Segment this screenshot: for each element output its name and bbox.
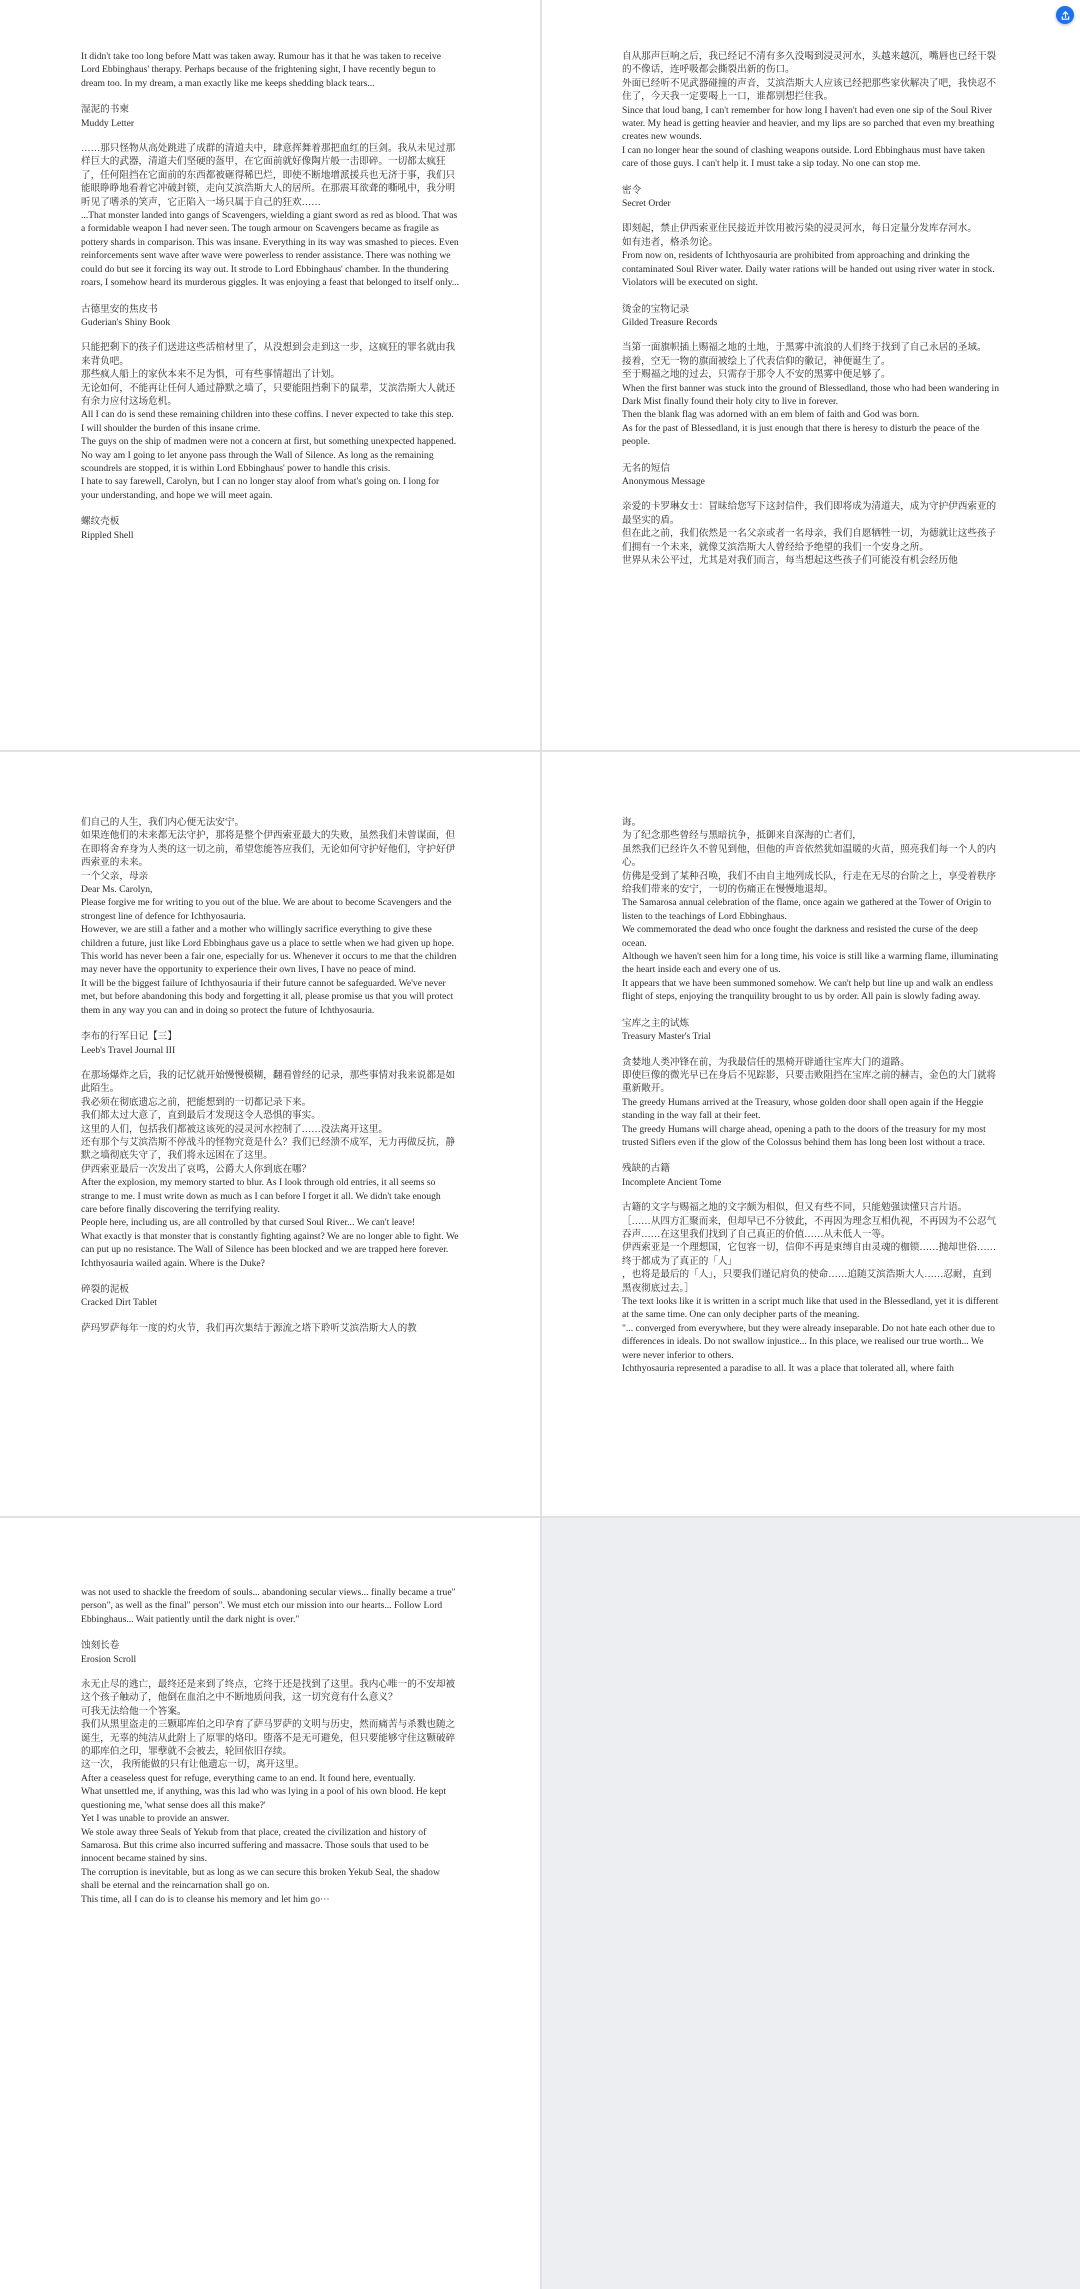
paragraph: 这里的人们，包括我们都被这该死的浸灵河水控制了……没法离开这里。 bbox=[81, 1123, 388, 1135]
paragraph: After the explosion, my memory started to blur. As I look through old entries, it all seems so strange to me. I must write down as much as I can before I forget it all. We didn't take enough care before finally discovering the terrifying reality. bbox=[81, 1177, 441, 1215]
paragraph: The guys on the ship of madmen were not a concern at first, but something unexpected happened. bbox=[81, 436, 457, 448]
paragraph: 即使巨像的微光早已在身后不见踪影，只要击败阻挡在宝库之前的赫吉，金色的大门就将重新敞开。 bbox=[622, 1069, 997, 1095]
paragraph: When the first banner was stuck into the ground of Blessedland, those who had been wandering in Dark Mist finally found their holy city to live in forever. bbox=[622, 382, 999, 407]
page-content bbox=[81, 50, 459, 542]
paragraph: 接着，空无一物的旗面被绘上了代表信仰的徽记，神便诞生了。 bbox=[622, 355, 891, 367]
paragraph: ...That monster landed into gangs of Scavengers, wielding a giant sword as red as blood. That was a formidable weapon I had never seen. The tough armour on Scavengers became as fragile as pottery shards in comparison. This was insane. Everything in its way was smashed to pieces. Even reinforcements sent wave after wave were powerless to render assistance. There was nothing we could do but see it forcing its way out. It strode to Lord Ebbinghaus' chamber. In the thundering roars, I somehow heard its murderous giggles. It was enjoying a feast that belonged to itself only... bbox=[81, 210, 459, 289]
paragraph: It didn't take too long before Matt was taken away. Rumour has it that he was taken to receive Lord Ebbinghaus' therapy. Perhaps because of the frightening sight, I have recently begun to dream too. In my dream, a man exactly like me keeps shedding black tears... bbox=[81, 51, 441, 89]
paragraph: This time, all I can do is to cleanse his memory and let him go··· bbox=[81, 1893, 330, 1905]
paragraph: No way am I going to let anyone pass through the Wall of Silence. As long as the remaining scoundrels are stopped, it is within Lord Ebbinghaus' power to handle this crisis. bbox=[81, 449, 434, 474]
paragraph: 亲爱的卡罗琳女士：冒昧给您写下这封信件，我们即将成为清道夫，成为守护伊西索亚的最坚实的盾。 bbox=[622, 501, 997, 526]
paragraph: 外面已经听不见武器碰撞的声音，艾滨浩斯大人应该已经把那些家伙解决了吧，我快忍不住了，今天我一定要喝上一口，谁都别想拦住我。 bbox=[622, 77, 997, 103]
page-4 bbox=[542, 752, 1080, 1516]
document-section bbox=[81, 515, 459, 542]
paragraph: The Samarosa annual celebration of the flame, once again we gathered at the Tower of Origin to listen to the teachings of Lord Ebbinghaus. bbox=[622, 897, 992, 922]
text-block bbox=[622, 50, 1000, 171]
section-title-en: Muddy Letter bbox=[81, 117, 135, 129]
paragraph: Ichthyosauria wailed again. Where is the Duke? bbox=[81, 1257, 265, 1269]
paragraph: 可我无法给他一个答案。 bbox=[81, 1705, 187, 1717]
paragraph: What exactly is that monster that is constantly fighting against? We are no longer able to fight. We can put up no resistance. The Wall of Silence has been blocked and we are trapped here forever. bbox=[81, 1230, 459, 1256]
document-section bbox=[622, 1162, 1000, 1375]
section-title-en: Treasury Master's Trial bbox=[622, 1031, 711, 1043]
section-title-zh: 碎裂的泥板 bbox=[81, 1284, 129, 1295]
section-title-zh: 烫金的宝物记录 bbox=[622, 303, 690, 315]
section-title-en: Leeb's Travel Journal III bbox=[81, 1044, 176, 1056]
paragraph: The greedy Humans arrived at the Treasury, whose golden door shall open again if the Heggie standing in the way fall at their feet. bbox=[622, 1096, 984, 1122]
paragraph: 但在此之前，我们依然是一名父亲或者一名母亲，我们自愿牺牲一切，为德就让这些孩子们拥有一个未来，就像艾滨浩斯大人曾经给予绝望的我们一个安身之所。 bbox=[622, 528, 997, 553]
paragraph: 世界从未公平过，尤其是对我们而言，每当想起这些孩子们可能没有机会经历他 bbox=[622, 555, 958, 566]
paragraph: The text looks like it is written in a script much like that used in the Blessedland, yet it is different at the same time. One can only decipher parts of the meaning. bbox=[622, 1296, 999, 1321]
paragraph: 还有那个与艾滨浩斯不停战斗的怪物究竟是什么？我们已经溃不成军，无力再做反抗，静默之墙彻底失守了，我们将永远困在了这里。 bbox=[81, 1136, 456, 1162]
paragraph: 在那场爆炸之后，我的记忆就开始慢慢模糊，翻看曾经的记录，那些事情对我来说都是如此陌生。 bbox=[81, 1069, 456, 1095]
page-content bbox=[81, 1586, 459, 1906]
paragraph: Please forgive me for writing to you out of the blue. We are about to become Scavengers and the strongest line of defence for Ichthyosauria. bbox=[81, 897, 452, 922]
section-title-zh: 宝库之主的试炼 bbox=[622, 1017, 690, 1029]
page-3 bbox=[0, 752, 540, 1516]
paragraph: This world has never been a fair one, especially for us. Whenever it occurs to me that the children may never have the opportunity to experience their own lives, I have no peace of mind. bbox=[81, 951, 457, 976]
paragraph: was not used to shackle the freedom of souls... abandoning secular views... finally became a true" person", as well as the final" person". We must etch our mission into our hearts... Follow Lord Ebbinghaus... Wait patiently until the dark night is over." bbox=[81, 1587, 456, 1625]
paragraph: It appears that we have been summoned somehow. We can't help but line up and walk an endless flight of steps, enjoying the tranquility brought to us by order. All pain is slowly fading away. bbox=[622, 977, 994, 1003]
document-section bbox=[622, 303, 1000, 449]
text-block bbox=[622, 816, 1000, 1004]
page-1 bbox=[0, 0, 540, 750]
paragraph: 永无止尽的逃亡，最终还是来到了终点，它终于还是找到了这里。我内心唯一的不安却被这个孩子触动了，他倒在血泊之中不断地质问我，这一切究竟有什么意义？ bbox=[81, 1679, 456, 1704]
paragraph: 我们都太过大意了，直到最后才发现这令人恐惧的事实。 bbox=[81, 1110, 321, 1122]
paragraph: 伊西索亚最后一次发出了哀鸣，公爵大人你到底在哪？ bbox=[81, 1163, 312, 1175]
share-button[interactable] bbox=[1056, 6, 1074, 24]
paragraph: 我们从黑里盗走的三颗耶库伯之印孕育了萨马罗萨的文明与历史，然而痛苦与杀戮也随之诞生，无辜的纯洁从此附上了原罪的烙印。堕落不是无可避免，但只要能够守住这颗破碎的耶库伯之印，罪孽就不会被去，轮回依旧存续。 bbox=[81, 1719, 456, 1758]
paragraph: Yet I was unable to provide an answer. bbox=[81, 1813, 230, 1825]
document-section bbox=[622, 184, 1000, 290]
paragraph: 这一次， 我所能做的只有让他遗忘一切，离开这里。 bbox=[81, 1759, 305, 1771]
section-title-en: Anonymous Message bbox=[622, 475, 705, 487]
paragraph: 为了纪念那些曾经与黑暗抗争，抵御来自深海的亡者们， bbox=[622, 830, 862, 842]
share-icon bbox=[1060, 10, 1071, 21]
section-title-en: Rippled Shell bbox=[81, 529, 134, 541]
text-block bbox=[81, 50, 459, 90]
paragraph: ［……从四方汇聚而来，但却早已不分彼此，不再因为理念互相仇视，不再因为不公忍气吞声……在这里我们找到了自己真正的价值……从未低人一等。 bbox=[622, 1215, 997, 1240]
section-title-en: Incomplete Ancient Tome bbox=[622, 1176, 722, 1188]
paragraph: Then the blank flag was adorned with an em blem of faith and God was born. bbox=[622, 409, 920, 421]
paragraph: We commemorated the dead who once fought the darkness and resisted the curse of the deep ocean. bbox=[622, 924, 978, 949]
section-title-zh: 湿泥的书柬 bbox=[81, 104, 129, 116]
paragraph: It will be the biggest failure of Ichthyosauria if their future cannot be safeguarded. We've never met, but before abandoning this body and forgetting it all, please promise us that you will protect them in any way you can and in doing so protect the future of Ichthyosauria. bbox=[81, 977, 454, 1016]
paragraph: 如有违者，格杀勿论。 bbox=[622, 236, 718, 248]
paragraph: I can no longer hear the sound of clashing weapons outside. Lord Ebbinghaus must have taken care of those guys. I can't help it. I must take a sip today. No one can stop me. bbox=[622, 144, 985, 170]
paragraph: 萨玛罗萨每年一度的灼火节，我们再次集结于源流之塔下聆听艾滨浩斯大人的教 bbox=[81, 1322, 417, 1334]
paragraph: Violators will be executed on sight. bbox=[622, 277, 758, 289]
paragraph: 伊西索亚是一个理想国，它包容一切，信仰不再是束缚自由灵魂的枷锁……抛却世俗……终于都成为了真正的「人」 bbox=[622, 1242, 997, 1267]
paragraph: 如果连他们的未来都无法守护，那将是整个伊西索亚最大的失败，虽然我们未曾谋面，但在即将舍弃身为人类的这一切之前，希望您能答应我们，无论如何守护好他们，守护好伊西索亚的未来。 bbox=[81, 830, 456, 869]
paragraph: 那些疯人船上的家伙本来不足为惧，可有些事情超出了计划。 bbox=[81, 369, 341, 381]
paragraph: 至于赐福之地的过去，只需存于那令人不安的黑雾中便足够了。 bbox=[622, 369, 891, 381]
page-content bbox=[622, 816, 1000, 1375]
paragraph: We stole away three Seals of Yekub from that place, created the civilization and history of Samarosa. But this crime also incurred suffering and massacre. Those souls that used to be innocent became stained by sins. bbox=[81, 1826, 429, 1865]
paragraph: I hate to say farewell, Carolyn, but I can no longer stay aloof from what's going on. I long for your understanding, and hope we will meet again. bbox=[81, 476, 440, 501]
paragraph: 虽然我们已经许久不曾见到他，但他的声音依然犹如温暖的火苗，照亮我们每一个人的内心。 bbox=[622, 843, 997, 869]
paragraph: The greedy Humans will charge ahead, opening a path to the doors of the treasury for my most trusted Siflers even if the glow of the Colossus behind them has long been lost without a trace. bbox=[622, 1123, 986, 1148]
document-section bbox=[81, 303, 459, 503]
paragraph: 贪婪地人类冲锋在前，为我最信任的黑椅开辟通往宝库大门的道路。 bbox=[622, 1056, 910, 1068]
document-section bbox=[81, 103, 459, 289]
paragraph: "... converged from everywhere, but they were already inseparable. Do not hate each other due to differences in ideals. Do not swallow injustice... In this place, we realised our true worth... We were never inferior to others. bbox=[622, 1322, 995, 1361]
section-title-en: Erosion Scroll bbox=[81, 1653, 137, 1665]
paragraph: 无论如何，不能再让任何人通过静默之墙了，只要能阻挡剩下的鼠辈，艾滨浩斯大人就还有余力应付这场危机。 bbox=[81, 382, 456, 407]
text-block bbox=[81, 816, 459, 1017]
section-title-zh: 李布的行军日记【三】 bbox=[81, 1031, 177, 1043]
section-title-zh: 古德里安的焦皮书 bbox=[81, 303, 158, 315]
section-title-en: Guderian's Shiny Book bbox=[81, 316, 171, 328]
paragraph: 古籍的文字与赐福之地的文字颇为相似，但又有些不同，只能勉强读懂只言片语。 bbox=[622, 1202, 968, 1214]
paragraph: 我必须在彻底遗忘之前，把能想到的一切都记录下来。 bbox=[81, 1096, 312, 1108]
blank-page-area bbox=[542, 1518, 1080, 2289]
document-section bbox=[622, 1017, 1000, 1150]
document-section bbox=[81, 1639, 459, 1906]
paragraph: As for the past of Blessedland, it is just enough that there is heresy to disturb the peace of the people. bbox=[622, 422, 980, 448]
section-title-zh: 残缺的古籍 bbox=[622, 1163, 670, 1175]
paragraph: People here, including us, are all controlled by that cursed Soul River... We can't leave! bbox=[81, 1217, 416, 1229]
document-section bbox=[81, 1283, 459, 1335]
paragraph: ……那只怪物从高处跳进了成群的清道夫中，肆意挥舞着那把血红的巨剑。我从未见过那样巨大的武器，清道夫们坚硬的盔甲，在它面前就好像陶片般一击即碎。一切都太疯狂了，任何阻挡在它面前的东西都被砸得稀巴烂，即使不断地增派援兵也无济于事，我们只能眼睁睁地看着它冲破封锁，走向艾滨浩斯大人的居所。在那震耳欲聋的嘶吼中，我分明听见了嗜杀的笑声，它正陷入一场只属于自己的狂欢…… bbox=[81, 143, 456, 208]
paragraph: Dear Ms. Carolyn, bbox=[81, 884, 153, 896]
paragraph: All I can do is send these remaining children into these coffins. I never expected to take this step. I will shoulder the burden of this insane crime. bbox=[81, 409, 454, 434]
paragraph: 即刻起，禁止伊西索亚住民接近并饮用被污染的浸灵河水，每日定量分发库存河水。 bbox=[622, 223, 977, 235]
paragraph: Ichthyosauria represented a paradise to all. It was a place that tolerated all, where faith bbox=[622, 1363, 954, 1375]
section-title-zh: 无名的短信 bbox=[622, 462, 670, 474]
section-title-en: Cracked Dirt Tablet bbox=[81, 1297, 157, 1309]
paragraph: 一个父亲，母亲 bbox=[81, 870, 149, 882]
paragraph: However, we are still a father and a mother who willingly sacrifice everything to give these children a future, just like Lord Ebbinghaus gave us a place to settle when we had given up hope. bbox=[81, 924, 454, 949]
paragraph: 仿佛是受到了某种召唤，我们不由自主地列成长队，行走在无尽的台阶之上，享受着秩序给我们带来的安宁，一切的伤痛正在慢慢地退却。 bbox=[622, 870, 997, 896]
page-2 bbox=[542, 0, 1080, 750]
page-5 bbox=[0, 1518, 540, 2289]
section-title-zh: 蚀刻长卷 bbox=[81, 1640, 120, 1652]
paragraph: 只能把剩下的孩子们送进这些活棺材里了，从没想到会走到这一步，这疯狂的罪名就由我来背负吧。 bbox=[81, 342, 456, 367]
section-title-en: Secret Order bbox=[622, 198, 671, 210]
paragraph: 当第一面旗帜插上赐福之地的土地，于黑雾中流浪的人们终于找到了自己永居的圣域。 bbox=[622, 342, 987, 354]
paragraph: 自从那声巨响之后，我已经记不清有多久没喝到浸灵河水，头越来越沉，嘴唇也已经干裂的不像话，连呼吸都会撕裂出新的伤口。 bbox=[622, 51, 997, 76]
paragraph: After a ceaseless quest for refuge, everything came to an end. It found here, eventually. bbox=[81, 1772, 416, 1784]
paragraph: What unsettled me, if anything, was this lad who was lying in a pool of his own blood. He kept questioning me, 'what sense does all this make?' bbox=[81, 1786, 447, 1811]
paragraph: Since that loud bang, I can't remember for how long I haven't had even one sip of the Soul River water. My head is getting heavier and heavier, and my lips are so parched that even my breathing creates new wounds. bbox=[622, 104, 995, 143]
section-title-zh: 螺纹壳板 bbox=[81, 516, 120, 528]
page-content bbox=[622, 50, 1000, 567]
page-content bbox=[81, 816, 459, 1335]
section-title-zh: 密令 bbox=[622, 184, 642, 196]
paragraph: From now on, residents of Ichthyosauria are prohibited from approaching and drinking the contaminated Soul River water. Daily water rations will be handed out using river water in stock. bbox=[622, 250, 995, 275]
text-block bbox=[81, 1586, 459, 1626]
paragraph: Although we haven't seen him for a long time, his voice is still like a warming flame, illuminating the heart inside each and every one of us. bbox=[622, 951, 999, 976]
paragraph: 们自己的人生，我们内心便无法安宁。 bbox=[81, 817, 245, 828]
document-section bbox=[81, 1030, 459, 1270]
paragraph: The corruption is inevitable, but as long as we can secure this broken Yekub Seal, the shadow shall be eternal and the reincarnation shall go on. bbox=[81, 1866, 440, 1892]
paragraph: ，也将是最后的「人」，只要我们谨记肩负的使命……追随艾滨浩斯大人……忍耐，直到黑夜彻底过去。］ bbox=[622, 1269, 992, 1294]
section-title-en: Gilded Treasure Records bbox=[622, 316, 718, 328]
document-section bbox=[622, 462, 1000, 568]
paragraph: 诲。 bbox=[622, 817, 642, 828]
